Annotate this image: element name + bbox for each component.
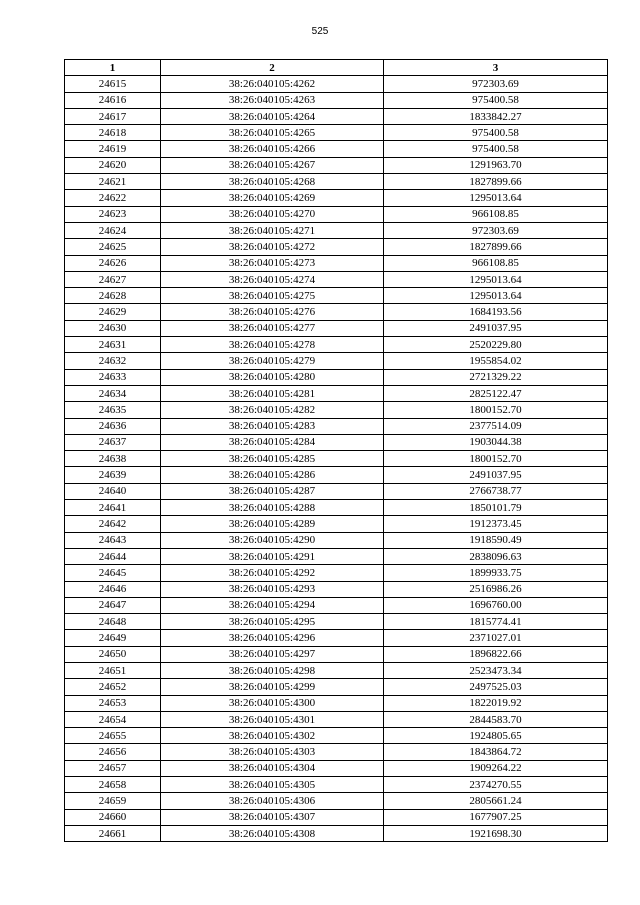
value-cell: 2520229.80 bbox=[384, 337, 608, 353]
table-row bbox=[65, 222, 608, 238]
cadastral-number-cell: 38:26:040105:4263 bbox=[161, 92, 384, 108]
value-cell: 975400.58 bbox=[384, 92, 608, 108]
table-row bbox=[65, 402, 608, 418]
value-cell: 2371027.01 bbox=[384, 630, 608, 646]
value-cell: 2838096.63 bbox=[384, 548, 608, 564]
row-number-cell: 24634 bbox=[65, 385, 161, 401]
cadastral-number-cell: 38:26:040105:4297 bbox=[161, 646, 384, 662]
cadastral-number-cell: 38:26:040105:4268 bbox=[161, 174, 384, 190]
row-number-cell: 24643 bbox=[65, 532, 161, 548]
table-row bbox=[65, 434, 608, 450]
table-row bbox=[65, 793, 608, 809]
value-cell: 1822019.92 bbox=[384, 695, 608, 711]
table-row bbox=[65, 548, 608, 564]
table-row bbox=[65, 451, 608, 467]
value-cell: 2523473.34 bbox=[384, 662, 608, 678]
value-cell: 2491037.95 bbox=[384, 320, 608, 336]
table-row bbox=[65, 369, 608, 385]
cadastral-number-cell: 38:26:040105:4287 bbox=[161, 483, 384, 499]
cadastral-number-cell: 38:26:040105:4293 bbox=[161, 581, 384, 597]
cadastral-number-cell: 38:26:040105:4264 bbox=[161, 108, 384, 124]
value-cell: 972303.69 bbox=[384, 222, 608, 238]
value-cell: 1909264.22 bbox=[384, 760, 608, 776]
table-body bbox=[65, 76, 608, 842]
table-row bbox=[65, 239, 608, 255]
row-number-cell: 24637 bbox=[65, 434, 161, 450]
cadastral-number-cell: 38:26:040105:4277 bbox=[161, 320, 384, 336]
value-cell: 1924805.65 bbox=[384, 728, 608, 744]
table-row bbox=[65, 679, 608, 695]
row-number-cell: 24631 bbox=[65, 337, 161, 353]
cadastral-number-cell: 38:26:040105:4307 bbox=[161, 809, 384, 825]
value-cell: 1800152.70 bbox=[384, 402, 608, 418]
row-number-cell: 24639 bbox=[65, 467, 161, 483]
cadastral-number-cell: 38:26:040105:4278 bbox=[161, 337, 384, 353]
cadastral-number-cell: 38:26:040105:4308 bbox=[161, 825, 384, 841]
table-row bbox=[65, 467, 608, 483]
value-cell: 1912373.45 bbox=[384, 516, 608, 532]
row-number-cell: 24630 bbox=[65, 320, 161, 336]
table-row bbox=[65, 565, 608, 581]
cadastral-number-cell: 38:26:040105:4273 bbox=[161, 255, 384, 271]
cadastral-number-cell: 38:26:040105:4305 bbox=[161, 777, 384, 793]
cadastral-number-cell: 38:26:040105:4300 bbox=[161, 695, 384, 711]
row-number-cell: 24642 bbox=[65, 516, 161, 532]
row-number-cell: 24655 bbox=[65, 728, 161, 744]
row-number-cell: 24626 bbox=[65, 255, 161, 271]
row-number-cell: 24627 bbox=[65, 271, 161, 287]
table-row bbox=[65, 711, 608, 727]
cadastral-number-cell: 38:26:040105:4270 bbox=[161, 206, 384, 222]
table-row bbox=[65, 825, 608, 841]
row-number-cell: 24652 bbox=[65, 679, 161, 695]
column-header-3: 3 bbox=[384, 60, 608, 76]
cadastral-number-cell: 38:26:040105:4276 bbox=[161, 304, 384, 320]
value-cell: 2497525.03 bbox=[384, 679, 608, 695]
table-row bbox=[65, 695, 608, 711]
table-row bbox=[65, 255, 608, 271]
table-row bbox=[65, 288, 608, 304]
row-number-cell: 24650 bbox=[65, 646, 161, 662]
value-cell: 2721329.22 bbox=[384, 369, 608, 385]
row-number-cell: 24648 bbox=[65, 614, 161, 630]
value-cell: 1827899.66 bbox=[384, 239, 608, 255]
row-number-cell: 24640 bbox=[65, 483, 161, 499]
value-cell: 2805661.24 bbox=[384, 793, 608, 809]
cadastral-number-cell: 38:26:040105:4265 bbox=[161, 125, 384, 141]
value-cell: 1850101.79 bbox=[384, 500, 608, 516]
table-row bbox=[65, 516, 608, 532]
table-row bbox=[65, 809, 608, 825]
value-cell: 966108.85 bbox=[384, 255, 608, 271]
row-number-cell: 24659 bbox=[65, 793, 161, 809]
table-row bbox=[65, 337, 608, 353]
table-row bbox=[65, 662, 608, 678]
cadastral-number-cell: 38:26:040105:4299 bbox=[161, 679, 384, 695]
row-number-cell: 24625 bbox=[65, 239, 161, 255]
cadastral-number-cell: 38:26:040105:4289 bbox=[161, 516, 384, 532]
row-number-cell: 24656 bbox=[65, 744, 161, 760]
table-row bbox=[65, 353, 608, 369]
table-row bbox=[65, 483, 608, 499]
row-number-cell: 24647 bbox=[65, 597, 161, 613]
table-row bbox=[65, 206, 608, 222]
value-cell: 1899933.75 bbox=[384, 565, 608, 581]
table-row bbox=[65, 418, 608, 434]
value-cell: 1903044.38 bbox=[384, 434, 608, 450]
column-header-2: 2 bbox=[161, 60, 384, 76]
table-row bbox=[65, 320, 608, 336]
row-number-cell: 24635 bbox=[65, 402, 161, 418]
cadastral-number-cell: 38:26:040105:4269 bbox=[161, 190, 384, 206]
row-number-cell: 24644 bbox=[65, 548, 161, 564]
value-cell: 2516986.26 bbox=[384, 581, 608, 597]
cadastral-number-cell: 38:26:040105:4279 bbox=[161, 353, 384, 369]
cadastral-number-cell: 38:26:040105:4280 bbox=[161, 369, 384, 385]
cadastral-number-cell: 38:26:040105:4292 bbox=[161, 565, 384, 581]
value-cell: 2491037.95 bbox=[384, 467, 608, 483]
table-row bbox=[65, 190, 608, 206]
value-cell: 1921698.30 bbox=[384, 825, 608, 841]
cadastral-number-cell: 38:26:040105:4295 bbox=[161, 614, 384, 630]
table-row bbox=[65, 304, 608, 320]
cadastral-number-cell: 38:26:040105:4304 bbox=[161, 760, 384, 776]
table-row bbox=[65, 141, 608, 157]
row-number-cell: 24629 bbox=[65, 304, 161, 320]
value-cell: 1955854.02 bbox=[384, 353, 608, 369]
table-row bbox=[65, 271, 608, 287]
cadastral-number-cell: 38:26:040105:4266 bbox=[161, 141, 384, 157]
table-row bbox=[65, 76, 608, 92]
cadastral-number-cell: 38:26:040105:4290 bbox=[161, 532, 384, 548]
row-number-cell: 24651 bbox=[65, 662, 161, 678]
cadastral-number-cell: 38:26:040105:4294 bbox=[161, 597, 384, 613]
row-number-cell: 24615 bbox=[65, 76, 161, 92]
row-number-cell: 24622 bbox=[65, 190, 161, 206]
row-number-cell: 24618 bbox=[65, 125, 161, 141]
value-cell: 1833842.27 bbox=[384, 108, 608, 124]
value-cell: 975400.58 bbox=[384, 141, 608, 157]
cadastral-number-cell: 38:26:040105:4288 bbox=[161, 500, 384, 516]
row-number-cell: 24619 bbox=[65, 141, 161, 157]
cadastral-number-cell: 38:26:040105:4272 bbox=[161, 239, 384, 255]
table-row bbox=[65, 157, 608, 173]
cadastral-number-cell: 38:26:040105:4275 bbox=[161, 288, 384, 304]
page-number: 525 bbox=[311, 26, 329, 37]
table-row bbox=[65, 500, 608, 516]
value-cell: 2374270.55 bbox=[384, 777, 608, 793]
value-cell: 1684193.56 bbox=[384, 304, 608, 320]
cadastral-number-cell: 38:26:040105:4262 bbox=[161, 76, 384, 92]
table-row bbox=[65, 92, 608, 108]
column-header-1: 1 bbox=[65, 60, 161, 76]
row-number-cell: 24633 bbox=[65, 369, 161, 385]
value-cell: 2766738.77 bbox=[384, 483, 608, 499]
table-row bbox=[65, 744, 608, 760]
value-cell: 2844583.70 bbox=[384, 711, 608, 727]
row-number-cell: 24653 bbox=[65, 695, 161, 711]
table-row bbox=[65, 108, 608, 124]
value-cell: 1896822.66 bbox=[384, 646, 608, 662]
value-cell: 1291963.70 bbox=[384, 157, 608, 173]
row-number-cell: 24628 bbox=[65, 288, 161, 304]
table-row bbox=[65, 614, 608, 630]
cadastral-number-cell: 38:26:040105:4267 bbox=[161, 157, 384, 173]
table-row bbox=[65, 174, 608, 190]
cadastral-number-cell: 38:26:040105:4271 bbox=[161, 222, 384, 238]
table-row bbox=[65, 646, 608, 662]
value-cell: 1295013.64 bbox=[384, 288, 608, 304]
value-cell: 1696760.00 bbox=[384, 597, 608, 613]
table-row bbox=[65, 581, 608, 597]
row-number-cell: 24623 bbox=[65, 206, 161, 222]
value-cell: 1295013.64 bbox=[384, 271, 608, 287]
table-header-row bbox=[65, 60, 608, 76]
cadastral-number-cell: 38:26:040105:4283 bbox=[161, 418, 384, 434]
row-number-cell: 24657 bbox=[65, 760, 161, 776]
value-cell: 1827899.66 bbox=[384, 174, 608, 190]
value-cell: 1677907.25 bbox=[384, 809, 608, 825]
table-row bbox=[65, 597, 608, 613]
value-cell: 972303.69 bbox=[384, 76, 608, 92]
row-number-cell: 24632 bbox=[65, 353, 161, 369]
cadastral-number-cell: 38:26:040105:4281 bbox=[161, 385, 384, 401]
value-cell: 2377514.09 bbox=[384, 418, 608, 434]
table-row bbox=[65, 532, 608, 548]
row-number-cell: 24621 bbox=[65, 174, 161, 190]
cadastral-number-cell: 38:26:040105:4303 bbox=[161, 744, 384, 760]
cadastral-number-cell: 38:26:040105:4282 bbox=[161, 402, 384, 418]
cadastral-number-cell: 38:26:040105:4301 bbox=[161, 711, 384, 727]
value-cell: 2825122.47 bbox=[384, 385, 608, 401]
row-number-cell: 24660 bbox=[65, 809, 161, 825]
row-number-cell: 24620 bbox=[65, 157, 161, 173]
table-row bbox=[65, 125, 608, 141]
row-number-cell: 24624 bbox=[65, 222, 161, 238]
row-number-cell: 24649 bbox=[65, 630, 161, 646]
row-number-cell: 24636 bbox=[65, 418, 161, 434]
registry-table bbox=[64, 59, 608, 842]
row-number-cell: 24617 bbox=[65, 108, 161, 124]
value-cell: 1295013.64 bbox=[384, 190, 608, 206]
cadastral-number-cell: 38:26:040105:4284 bbox=[161, 434, 384, 450]
row-number-cell: 24646 bbox=[65, 581, 161, 597]
row-number-cell: 24654 bbox=[65, 711, 161, 727]
table-row bbox=[65, 760, 608, 776]
cadastral-number-cell: 38:26:040105:4296 bbox=[161, 630, 384, 646]
cadastral-number-cell: 38:26:040105:4274 bbox=[161, 271, 384, 287]
value-cell: 966108.85 bbox=[384, 206, 608, 222]
table-row bbox=[65, 630, 608, 646]
table-row bbox=[65, 728, 608, 744]
value-cell: 1800152.70 bbox=[384, 451, 608, 467]
row-number-cell: 24638 bbox=[65, 451, 161, 467]
value-cell: 1815774.41 bbox=[384, 614, 608, 630]
table-row bbox=[65, 777, 608, 793]
cadastral-number-cell: 38:26:040105:4298 bbox=[161, 662, 384, 678]
cadastral-number-cell: 38:26:040105:4285 bbox=[161, 451, 384, 467]
value-cell: 975400.58 bbox=[384, 125, 608, 141]
value-cell: 1918590.49 bbox=[384, 532, 608, 548]
row-number-cell: 24645 bbox=[65, 565, 161, 581]
row-number-cell: 24658 bbox=[65, 777, 161, 793]
row-number-cell: 24641 bbox=[65, 500, 161, 516]
value-cell: 1843864.72 bbox=[384, 744, 608, 760]
cadastral-number-cell: 38:26:040105:4286 bbox=[161, 467, 384, 483]
cadastral-number-cell: 38:26:040105:4306 bbox=[161, 793, 384, 809]
row-number-cell: 24616 bbox=[65, 92, 161, 108]
row-number-cell: 24661 bbox=[65, 825, 161, 841]
cadastral-number-cell: 38:26:040105:4291 bbox=[161, 548, 384, 564]
table-row bbox=[65, 385, 608, 401]
cadastral-number-cell: 38:26:040105:4302 bbox=[161, 728, 384, 744]
